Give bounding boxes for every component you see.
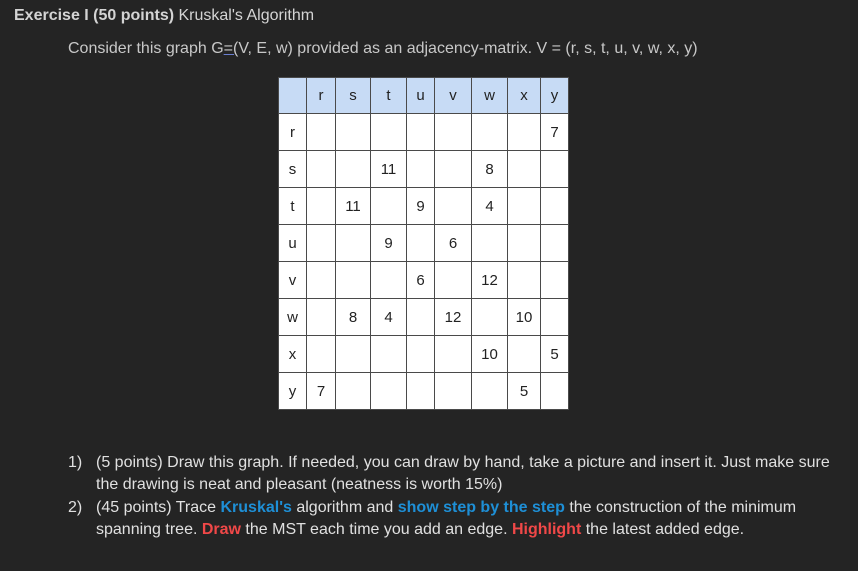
matrix-cell-x-w: 10 [472,336,508,373]
matrix-cell-r-r [307,114,336,151]
matrix-cell-r-w [472,114,508,151]
matrix-cell-w-r [307,299,336,336]
matrix-column-header-v: v [435,78,472,114]
matrix-cell-s-x [508,151,541,188]
question-2-highlight: Highlight [511,521,582,538]
matrix-cell-s-v [435,151,472,188]
matrix-cell-y-v [435,373,472,410]
matrix-row-header-x: x [279,336,307,373]
matrix-cell-w-w [472,299,508,336]
matrix-row-header-y: y [279,373,307,410]
graph-description-underlined: =( [223,40,239,57]
exercise-title-rest: Kruskal's Algorithm [174,7,315,24]
matrix-cell-t-x [508,188,541,225]
matrix-cell-s-r [307,151,336,188]
matrix-cell-u-w [472,225,508,262]
matrix-cell-y-t [371,373,407,410]
question-2-draw: Draw [201,521,241,538]
question-1-number: 1) [68,454,83,471]
matrix-cell-r-u [407,114,435,151]
matrix-row-v [279,262,569,299]
matrix-cell-y-r: 7 [307,373,336,410]
matrix-row-header-w: w [279,299,307,336]
question-2-number: 2) [68,499,83,516]
question-2-text-5: the latest added edge. [581,521,745,538]
question-2-show-steps: show step by the step [397,499,565,516]
matrix-cell-x-x [508,336,541,373]
matrix-cell-s-u [407,151,435,188]
question-2-text-2: algorithm and [291,499,398,516]
matrix-cell-w-u [407,299,435,336]
matrix-cell-x-u [407,336,435,373]
matrix-column-header-t: t [371,78,407,114]
question-2-kruskal: Kruskal's [220,499,292,516]
matrix-cell-w-s: 8 [336,299,371,336]
matrix-cell-u-t: 9 [371,225,407,262]
matrix-row-y [279,373,569,410]
matrix-cell-u-x [508,225,541,262]
question-2-text-3: the construction of the minimum spanning tree. [96,499,797,538]
matrix-row-u [279,225,569,262]
matrix-cell-x-y: 5 [541,336,569,373]
matrix-row-s [279,151,569,188]
matrix-cell-v-s [336,262,371,299]
matrix-cell-y-x: 5 [508,373,541,410]
matrix-cell-u-y [541,225,569,262]
matrix-column-header-x: x [508,78,541,114]
matrix-column-header-u: u [407,78,435,114]
matrix-cell-x-v [435,336,472,373]
matrix-cell-y-s [336,373,371,410]
matrix-cell-v-u: 6 [407,262,435,299]
matrix-cell-r-x [508,114,541,151]
matrix-cell-v-r [307,262,336,299]
matrix-column-header-r: r [307,78,336,114]
matrix-cell-t-t [371,188,407,225]
matrix-cell-w-y [541,299,569,336]
question-1-text: (5 points) Draw this graph. If needed, you can draw by hand, take a picture and insert it. Just make sure the drawing is neat and pleasant (neatness is worth 15%) [96,454,830,493]
matrix-cell-x-t [371,336,407,373]
question-2-text-1: (45 points) Trace [96,499,221,516]
adjacency-matrix [278,77,569,410]
matrix-cell-w-v: 12 [435,299,472,336]
matrix-cell-t-w: 4 [472,188,508,225]
matrix-cell-u-r [307,225,336,262]
exercise-title [14,7,314,25]
matrix-cell-r-v [435,114,472,151]
matrix-cell-v-y [541,262,569,299]
question-2 [68,497,843,541]
matrix-cell-v-w: 12 [472,262,508,299]
matrix-cell-t-s: 11 [336,188,371,225]
matrix-row-t [279,188,569,225]
matrix-cell-v-v [435,262,472,299]
matrix-row-header-r: r [279,114,307,151]
matrix-cell-x-r [307,336,336,373]
matrix-cell-t-y [541,188,569,225]
matrix-cell-w-t: 4 [371,299,407,336]
matrix-cell-t-u: 9 [407,188,435,225]
exercise-title-bold: Exercise I (50 points) [14,7,175,24]
matrix-cell-s-w: 8 [472,151,508,188]
matrix-cell-u-v: 6 [435,225,472,262]
matrix-cell-s-t: 11 [371,151,407,188]
question-1 [68,452,843,496]
matrix-row-w [279,299,569,336]
matrix-cell-x-s [336,336,371,373]
matrix-cell-v-t [371,262,407,299]
graph-description [68,40,698,58]
matrix-corner-cell [279,78,307,114]
matrix-cell-r-t [371,114,407,151]
matrix-row-x [279,336,569,373]
matrix-cell-y-u [407,373,435,410]
matrix-column-header-s: s [336,78,371,114]
matrix-row-header-t: t [279,188,307,225]
matrix-cell-u-s [336,225,371,262]
matrix-cell-s-s [336,151,371,188]
matrix-column-header-w: w [472,78,508,114]
matrix-cell-w-x: 10 [508,299,541,336]
matrix-cell-u-u [407,225,435,262]
matrix-cell-v-x [508,262,541,299]
matrix-row-r [279,114,569,151]
matrix-header-row [279,78,569,114]
matrix-cell-y-w [472,373,508,410]
matrix-cell-r-s [336,114,371,151]
matrix-cell-s-y [541,151,569,188]
graph-description-before: Consider this graph G [68,40,224,57]
matrix-row-header-u: u [279,225,307,262]
graph-description-after: V, E, w) provided as an adjacency-matrix. V = (r, s, t, u, v, w, x, y) [238,40,698,57]
matrix-column-header-y: y [541,78,569,114]
matrix-cell-t-r [307,188,336,225]
matrix-cell-r-y: 7 [541,114,569,151]
questions-list [68,452,843,542]
matrix-row-header-s: s [279,151,307,188]
matrix-cell-t-v [435,188,472,225]
matrix-cell-y-y [541,373,569,410]
question-2-text-4: the MST each time you add an edge. [240,521,512,538]
matrix-row-header-v: v [279,262,307,299]
